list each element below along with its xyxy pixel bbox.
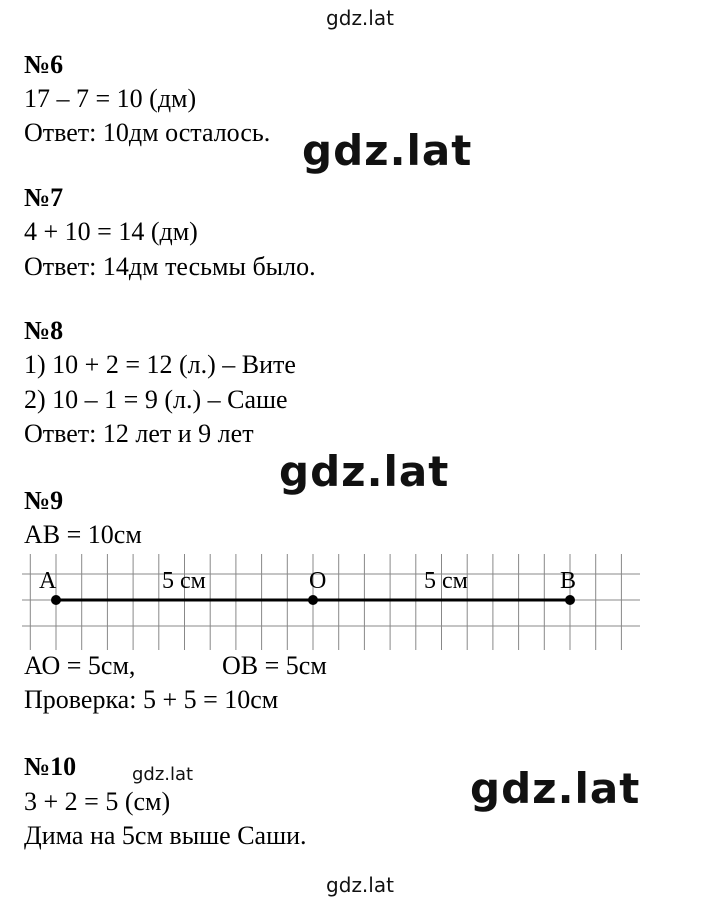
watermark-large-1: gdz.lat: [302, 126, 473, 175]
task8-step1: 1) 10 + 2 = 12 (л.) – Вите: [24, 350, 296, 379]
watermark-large-3: gdz.lat: [470, 764, 641, 813]
task8-title: №8: [24, 316, 64, 345]
point-o: [308, 595, 318, 605]
task7-answer: Ответ: 14дм тесьмы было.: [24, 252, 316, 281]
task10-answer: Дима на 5см выше Саши.: [24, 821, 307, 850]
task9-title: №9: [24, 486, 64, 515]
watermark-large-2: gdz.lat: [279, 447, 450, 496]
segment-ob-label: 5 см: [424, 568, 468, 594]
point-o-label: О: [309, 568, 327, 594]
segment-diagram: [0, 554, 720, 650]
task10-equation: 3 + 2 = 5 (см): [24, 787, 171, 816]
point-b: [565, 595, 575, 605]
task8-answer: Ответ: 12 лет и 9 лет: [24, 419, 254, 448]
task7-title: №7: [24, 183, 64, 212]
task9-result-ob: ОВ = 5см: [222, 651, 327, 680]
task9-given: АВ = 10см: [24, 520, 142, 549]
task6-title: №6: [24, 50, 64, 79]
segment-ao-label: 5 см: [162, 568, 206, 594]
watermark-top: gdz.lat: [326, 6, 394, 30]
task10-title: №10: [24, 752, 77, 781]
task7-equation: 4 + 10 = 14 (дм): [24, 217, 198, 246]
point-a: [51, 595, 61, 605]
task6-answer: Ответ: 10дм осталось.: [24, 118, 271, 147]
task9-check: Проверка: 5 + 5 = 10см: [24, 685, 279, 714]
watermark-bottom: gdz.lat: [326, 873, 394, 897]
task9-result-ao: АО = 5см,: [24, 651, 136, 680]
task8-step2: 2) 10 – 1 = 9 (л.) – Саше: [24, 385, 288, 414]
point-a-label: А: [39, 568, 57, 594]
grid-paper: [22, 554, 640, 650]
watermark-small: gdz.lat: [132, 764, 194, 785]
task6-equation: 17 – 7 = 10 (дм): [24, 84, 197, 113]
point-b-label: В: [560, 568, 577, 594]
